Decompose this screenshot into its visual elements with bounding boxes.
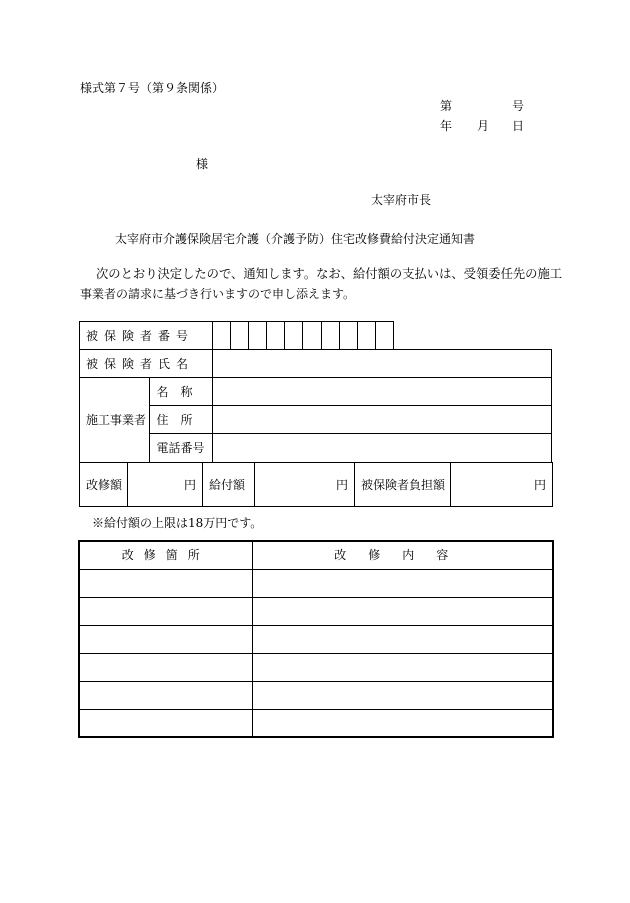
benefit-amount-label: 給付額 xyxy=(203,463,255,507)
insured-number-digit[interactable] xyxy=(285,322,303,350)
table-row xyxy=(79,569,553,597)
number-dai: 第 xyxy=(440,99,453,113)
copay-amount-label: 被保険者負担額 xyxy=(355,463,451,507)
repair-amount-field[interactable]: 円 xyxy=(128,463,203,507)
date-day: 日 xyxy=(512,119,525,133)
body-line-2: 事業者の請求に基づき行いますので申し添えます。 xyxy=(80,287,356,301)
insured-number-digit[interactable] xyxy=(212,322,230,350)
repair-location-cell[interactable] xyxy=(79,625,252,653)
repair-content-cell[interactable] xyxy=(252,681,553,709)
table-row xyxy=(79,681,553,709)
repair-content-cell[interactable] xyxy=(252,597,553,625)
table-row xyxy=(79,625,553,653)
insured-number-label: 被保険者番号 xyxy=(80,322,213,350)
contractor-name-label: 名 称 xyxy=(150,378,212,406)
contractor-address-label: 住 所 xyxy=(150,406,212,434)
insured-number-digit[interactable] xyxy=(357,322,375,350)
copay-amount-field[interactable]: 円 xyxy=(451,463,553,507)
contractor-phone-field[interactable] xyxy=(212,434,551,463)
benefit-limit-note: ※給付額の上限は18万円です。 xyxy=(92,516,263,530)
insured-number-digit[interactable] xyxy=(249,322,267,350)
insured-number-row xyxy=(80,322,552,350)
repair-location-cell[interactable] xyxy=(79,597,252,625)
insured-number-digit[interactable] xyxy=(375,322,393,350)
insured-number-digit[interactable] xyxy=(303,322,321,350)
issuer: 太宰府市長 xyxy=(371,193,432,207)
repair-location-header: 改修箇所 xyxy=(79,541,252,569)
insured-number-digit[interactable] xyxy=(321,322,339,350)
repair-location-cell[interactable] xyxy=(79,569,252,597)
contractor-address-field[interactable] xyxy=(212,406,551,434)
contractor-name-row xyxy=(80,378,552,406)
insured-name-row xyxy=(80,350,552,378)
form-number: 様式第７号（第９条関係） xyxy=(80,81,225,95)
repair-location-cell[interactable] xyxy=(79,709,252,737)
repair-table xyxy=(78,540,554,738)
table-row xyxy=(79,653,553,681)
date-month: 月 xyxy=(477,119,490,133)
table-row xyxy=(79,709,553,737)
contractor-phone-label: 電話番号 xyxy=(150,434,212,463)
number-go: 号 xyxy=(512,99,525,113)
insured-number-digit[interactable] xyxy=(339,322,357,350)
repair-content-cell[interactable] xyxy=(252,569,553,597)
benefit-amount-field[interactable]: 円 xyxy=(255,463,355,507)
date-year: 年 xyxy=(440,119,453,133)
contractor-phone-row xyxy=(80,434,552,463)
repair-location-cell[interactable] xyxy=(79,653,252,681)
repair-amount-label: 改修額 xyxy=(80,463,128,507)
table-row xyxy=(79,597,553,625)
insured-number-digit[interactable] xyxy=(230,322,248,350)
repair-content-cell[interactable] xyxy=(252,653,553,681)
blank xyxy=(393,322,551,350)
info-table xyxy=(79,321,552,463)
amounts-table xyxy=(79,462,553,507)
contractor-label: 施工事業者 xyxy=(80,378,150,463)
document-title: 太宰府市介護保険居宅介護（介護予防）住宅改修費給付決定通知書 xyxy=(115,232,476,246)
repair-content-header: 改修内容 xyxy=(252,541,553,569)
contractor-name-field[interactable] xyxy=(212,378,551,406)
repair-table-header xyxy=(79,541,553,569)
addressee-suffix: 様 xyxy=(196,157,209,171)
repair-content-cell[interactable] xyxy=(252,625,553,653)
contractor-address-row xyxy=(80,406,552,434)
insured-name-field[interactable] xyxy=(212,350,551,378)
body-line-1: 次のとおり決定したので、通知します。なお、給付額の支払いは、受領委任先の施工 xyxy=(96,267,563,281)
insured-number-digit[interactable] xyxy=(267,322,285,350)
repair-location-cell[interactable] xyxy=(79,681,252,709)
insured-name-label: 被保険者氏名 xyxy=(80,350,213,378)
repair-content-cell[interactable] xyxy=(252,709,553,737)
